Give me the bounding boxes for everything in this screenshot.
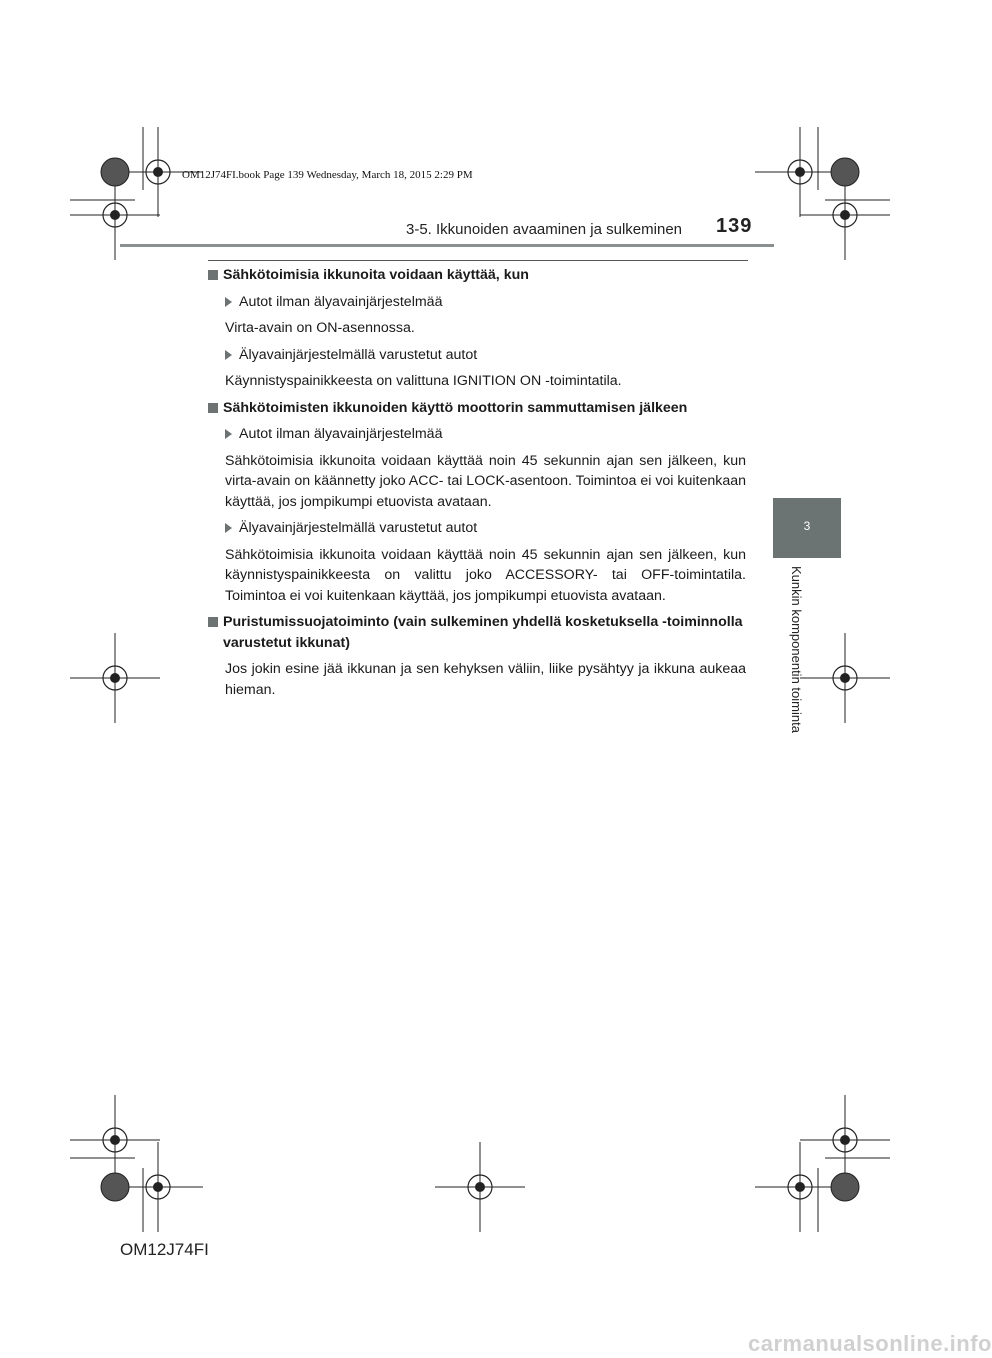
triangle-bullet-icon: [225, 350, 232, 360]
chapter-side-label: Kunkin komponentin toiminta: [789, 566, 804, 733]
paragraph: Käynnistyspainikkeesta on valittuna IGNITION ON -toimintatila.: [225, 373, 622, 389]
square-bullet-icon: [208, 403, 218, 413]
section-windows-operable: [208, 265, 746, 392]
registration-mark-icon: [435, 1142, 525, 1232]
section-title: Sähkötoimisten ikkunoiden käyttö moottorin sammuttamisen jälkeen: [208, 398, 746, 419]
book-note: OM12J74FI.book Page 139 Wednesday, March 18, 2015 2:29 PM: [182, 169, 473, 181]
registration-mark-icon: [800, 633, 890, 723]
triangle-bullet-icon: [225, 429, 232, 439]
sub-heading: Autot ilman älyavainjärjestelmää: [225, 292, 746, 313]
chapter-tab: [773, 498, 841, 558]
chapter-number: 3: [803, 519, 811, 533]
triangle-bullet-icon: [225, 523, 232, 533]
square-bullet-icon: [208, 270, 218, 280]
watermark-text: carmanualsonline.info: [748, 1331, 992, 1356]
content-body: [208, 265, 746, 700]
section-title: Puristumissuojatoiminto (vain sulkeminen yhdellä kosketuksella -toiminnolla varustetut ikkunat): [208, 612, 746, 653]
section-header-title: 3-5. Ikkunoiden avaaminen ja sulkeminen: [406, 221, 682, 238]
sub-heading: Älyavainjärjestelmällä varustetut autot: [225, 345, 746, 366]
header-rule: [120, 244, 774, 247]
section-after-engine-off: [208, 398, 746, 607]
paragraph: Sähkötoimisia ikkunoita voidaan käyttää noin 45 sekunnin ajan sen jälkeen, kun virta-avain on käännetty joko ACC- tai LOCK-asentoon. Toimintoa ei voi kuitenkaan käyttää, jos jompikumpi etuovista avataan.: [225, 452, 747, 510]
square-bullet-icon: [208, 617, 218, 627]
registration-mark-icon: [70, 1095, 160, 1185]
sub-heading: Autot ilman älyavainjärjestelmää: [225, 424, 746, 445]
paragraph: Jos jokin esine jää ikkunan ja sen kehyksen väliin, liike pysähtyy ja ikkuna aukeaa hieman.: [225, 661, 746, 698]
sunburst-mark-icon: [831, 158, 859, 186]
sunburst-mark-icon: [101, 158, 129, 186]
registration-mark-icon: [70, 633, 160, 723]
sub-heading: Älyavainjärjestelmällä varustetut autot: [225, 518, 746, 539]
triangle-bullet-icon: [225, 297, 232, 307]
page-number: 139: [716, 215, 753, 237]
paragraph: Sähkötoimisia ikkunoita voidaan käyttää noin 45 sekunnin ajan sen jälkeen, kun käynnistyspainikkeesta on valittu joko ACCESSORY- tai OFF-toimintatila. Toimintoa ei voi kuitenkaan käyttää, jos jompikumpi etuovista avataan.: [225, 546, 746, 604]
manual-code: OM12J74FI: [120, 1240, 209, 1259]
registration-mark-icon: [800, 1095, 890, 1185]
paragraph: Virta-avain on ON-asennossa.: [225, 320, 415, 336]
content-top-rule: [208, 260, 748, 261]
sunburst-mark-icon: [831, 1173, 859, 1201]
section-jam-protection: [208, 612, 746, 700]
sunburst-mark-icon: [101, 1173, 129, 1201]
section-title: Sähkötoimisia ikkunoita voidaan käyttää, kun: [208, 265, 746, 286]
